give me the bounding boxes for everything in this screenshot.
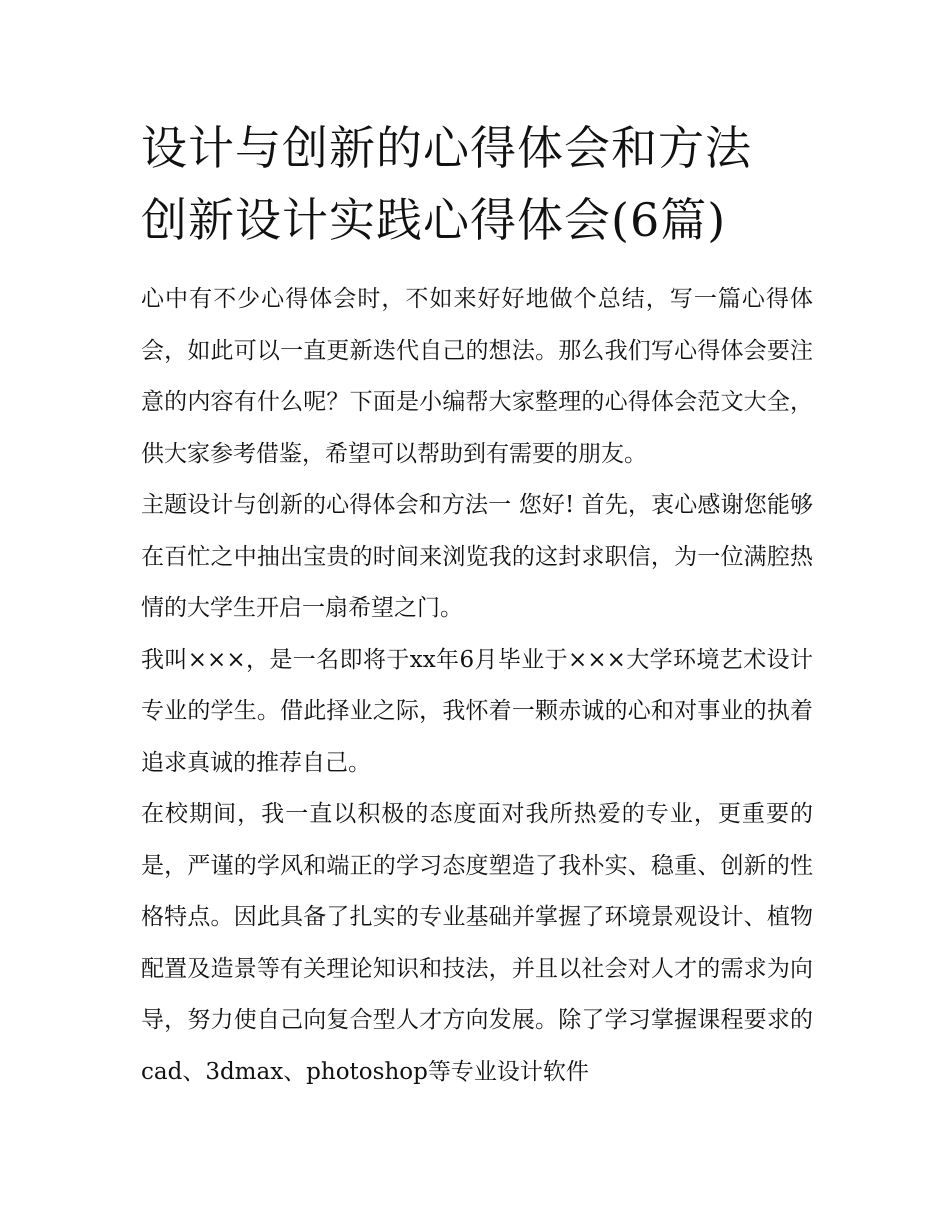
self-introduction-paragraph: 我叫×××，是一名即将于xx年6月毕业于×××大学环境艺术设计专业的学生。借此择业之际，我怀着一颗赤诚的心和对事业的执着追求真诚的推荐自己。 — [141, 646, 813, 776]
title-line-1: 设计与创新的心得体会和方法 — [141, 121, 752, 175]
intro-paragraph: 心中有不少心得体会时，不如来好好地做个总结，写一篇心得体会，如此可以一直更新迭代自己的想法。那么我们写心得体会要注意的内容有什么呢？下面是小编帮大家整理的心得体会范文大全，供大家参考借鉴，希望可以帮助到有需要的朋友。 — [141, 286, 813, 467]
document-title — [141, 112, 813, 256]
letter-greeting-paragraph: 主题设计与创新的心得体会和方法一 您好! 首先，衷心感谢您能够在百忙之中抽出宝贵的时间来浏览我的这封求职信，为一位满腔热情的大学生开启一扇希望之门。 — [141, 492, 813, 621]
document-body — [141, 112, 813, 1098]
title-line-2: 创新设计实践心得体会(6篇) — [141, 193, 727, 247]
school-experience-paragraph: 在校期间，我一直以积极的态度面对我所热爱的专业，更重要的是，严谨的学风和端正的学习态度塑造了我朴实、稳重、创新的性格特点。因此具备了扎实的专业基础并掌握了环境景观设计、植物配置及造景等有关理论知识和技法，并且以社会对人才的需求为向导，努力使自己向复合型人才方向发展。除了学习掌握课程要求的cad、3dmax、photoshop等专业设计软件 — [141, 801, 813, 1085]
